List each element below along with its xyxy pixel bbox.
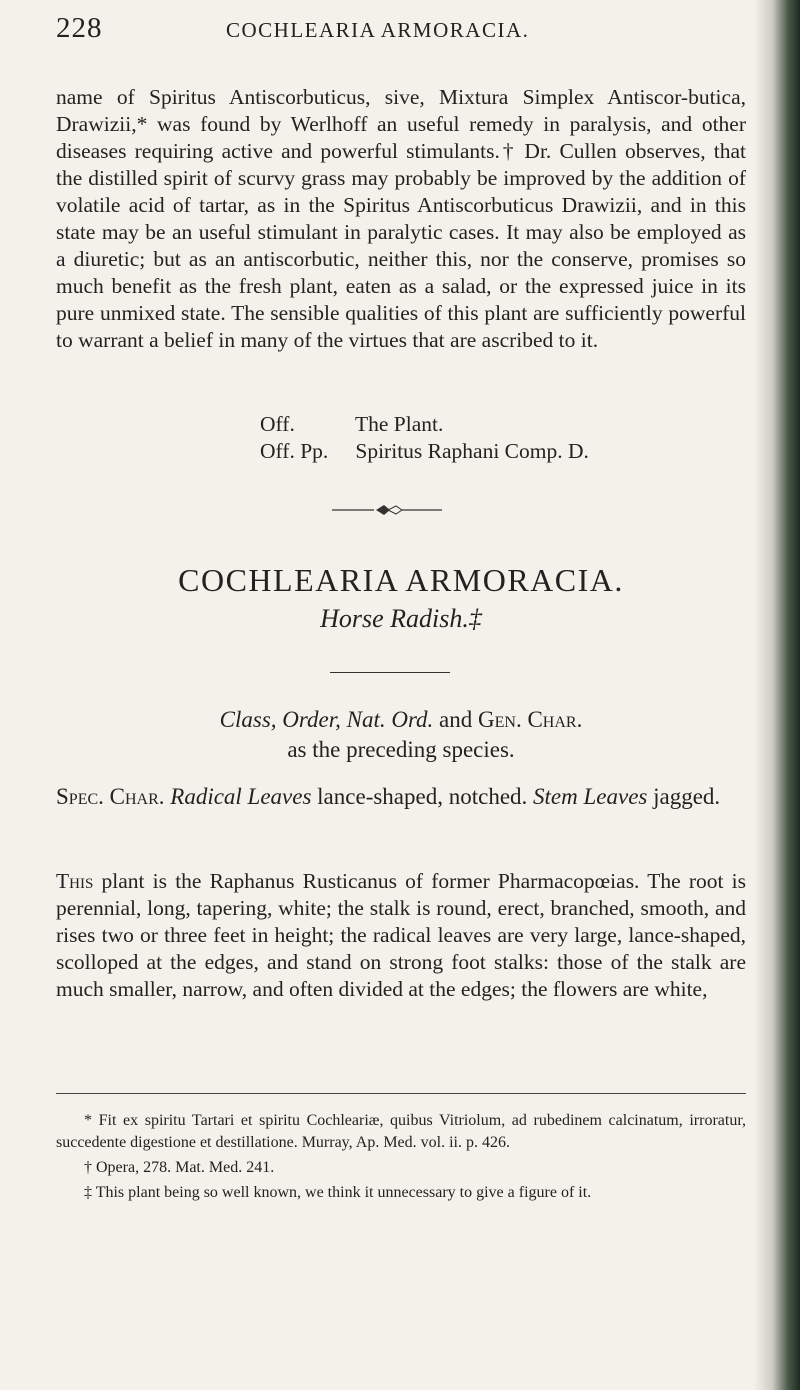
officinal-value: The Plant. [355, 412, 444, 436]
short-rule [330, 672, 450, 673]
radical-leaves-label: Radical Leaves [170, 784, 312, 809]
officinal-value: Spiritus Raphani Comp. D. [355, 439, 589, 463]
gen-char-label: Gen. Char. [478, 707, 583, 732]
running-head: COCHLEARIA ARMORACIA. [226, 18, 530, 42]
spec-char-label: Spec. Char. [56, 784, 165, 809]
class-order-line [56, 705, 746, 765]
footnote-2: † Opera, 278. Mat. Med. 241. [84, 1159, 275, 1176]
officinal-label: Off. [260, 412, 295, 436]
page-header [56, 12, 746, 52]
radical-leaves-desc: lance-shaped, notched. [317, 784, 528, 809]
footnotes [56, 1110, 746, 1207]
footnote-3: ‡ This plant being so well known, we think it unnecessary to give a figure of it. [84, 1184, 592, 1201]
paragraph-1: name of Spiritus Antiscorbuticus, sive, Mixtura Simplex Antiscor-butica, Drawizii,* was found by Werlhoff an useful remedy in paralysis, and other diseases requiring active and powerful stimulants.† Dr. Cullen observes, that the distilled spirit of scurvy grass may probably be improved by the addition of volatile acid of tartar, as in the Spiritus Antiscorbuticus Drawizii, and in this state may be an useful stimulant in paralytic cases. It may also be employed as a diuretic; but as an antiscorbutic, neither this, nor the conserve, promises so much benefit as the fresh plant, eaten as a salad, or the expressed juice in its pure unmixed state. The sensible qualities of this plant are sufficiently powerful to warrant a belief in many of the virtues that are ascribed to it. [56, 85, 746, 352]
officinal-label: Off. Pp. [260, 439, 329, 463]
page-edge-shadow [754, 0, 800, 1390]
class-order-label: Class, Order, Nat. Ord. [219, 707, 434, 732]
footnote-1: * Fit ex spiritu Tartari et spiritu Cochleariæ, quibus Vitriolum, ad rubedinem calcinatum, irroratur, succedente digestione et destillatione. Murray, Ap. Med. vol. ii. p. 426. [56, 1112, 746, 1151]
section-subtitle: Horse Radish.‡ [320, 604, 482, 633]
stem-leaves-desc: jagged. [653, 784, 721, 809]
class-order-rest: as the preceding species. [287, 737, 515, 762]
stem-leaves-label: Stem Leaves [533, 784, 648, 809]
class-and: and [439, 707, 473, 732]
footnote-rule [56, 1093, 746, 1094]
paragraph-2 [56, 868, 746, 1003]
paragraph-2-text: plant is the Raphanus Rusticanus of former Pharmacopœias. The root is perennial, long, tapering, white; the stalk is round, erect, branched, smooth, and rises two or three feet in height; the radical leaves are very large, lance-shaped, scolloped at the edges, and stand on strong foot stalks: those of the stalk are much smaller, narrow, and often divided at the edges; the flowers are white, [56, 869, 746, 1001]
officinal-line-1 [260, 412, 443, 437]
officinal-line-2 [260, 439, 589, 464]
page-number: 228 [56, 12, 103, 44]
divider-ornament [332, 502, 442, 518]
paragraph-2-lead: This [56, 869, 94, 893]
section-title: COCHLEARIA ARMORACIA. [178, 562, 624, 598]
spec-char [56, 782, 746, 812]
